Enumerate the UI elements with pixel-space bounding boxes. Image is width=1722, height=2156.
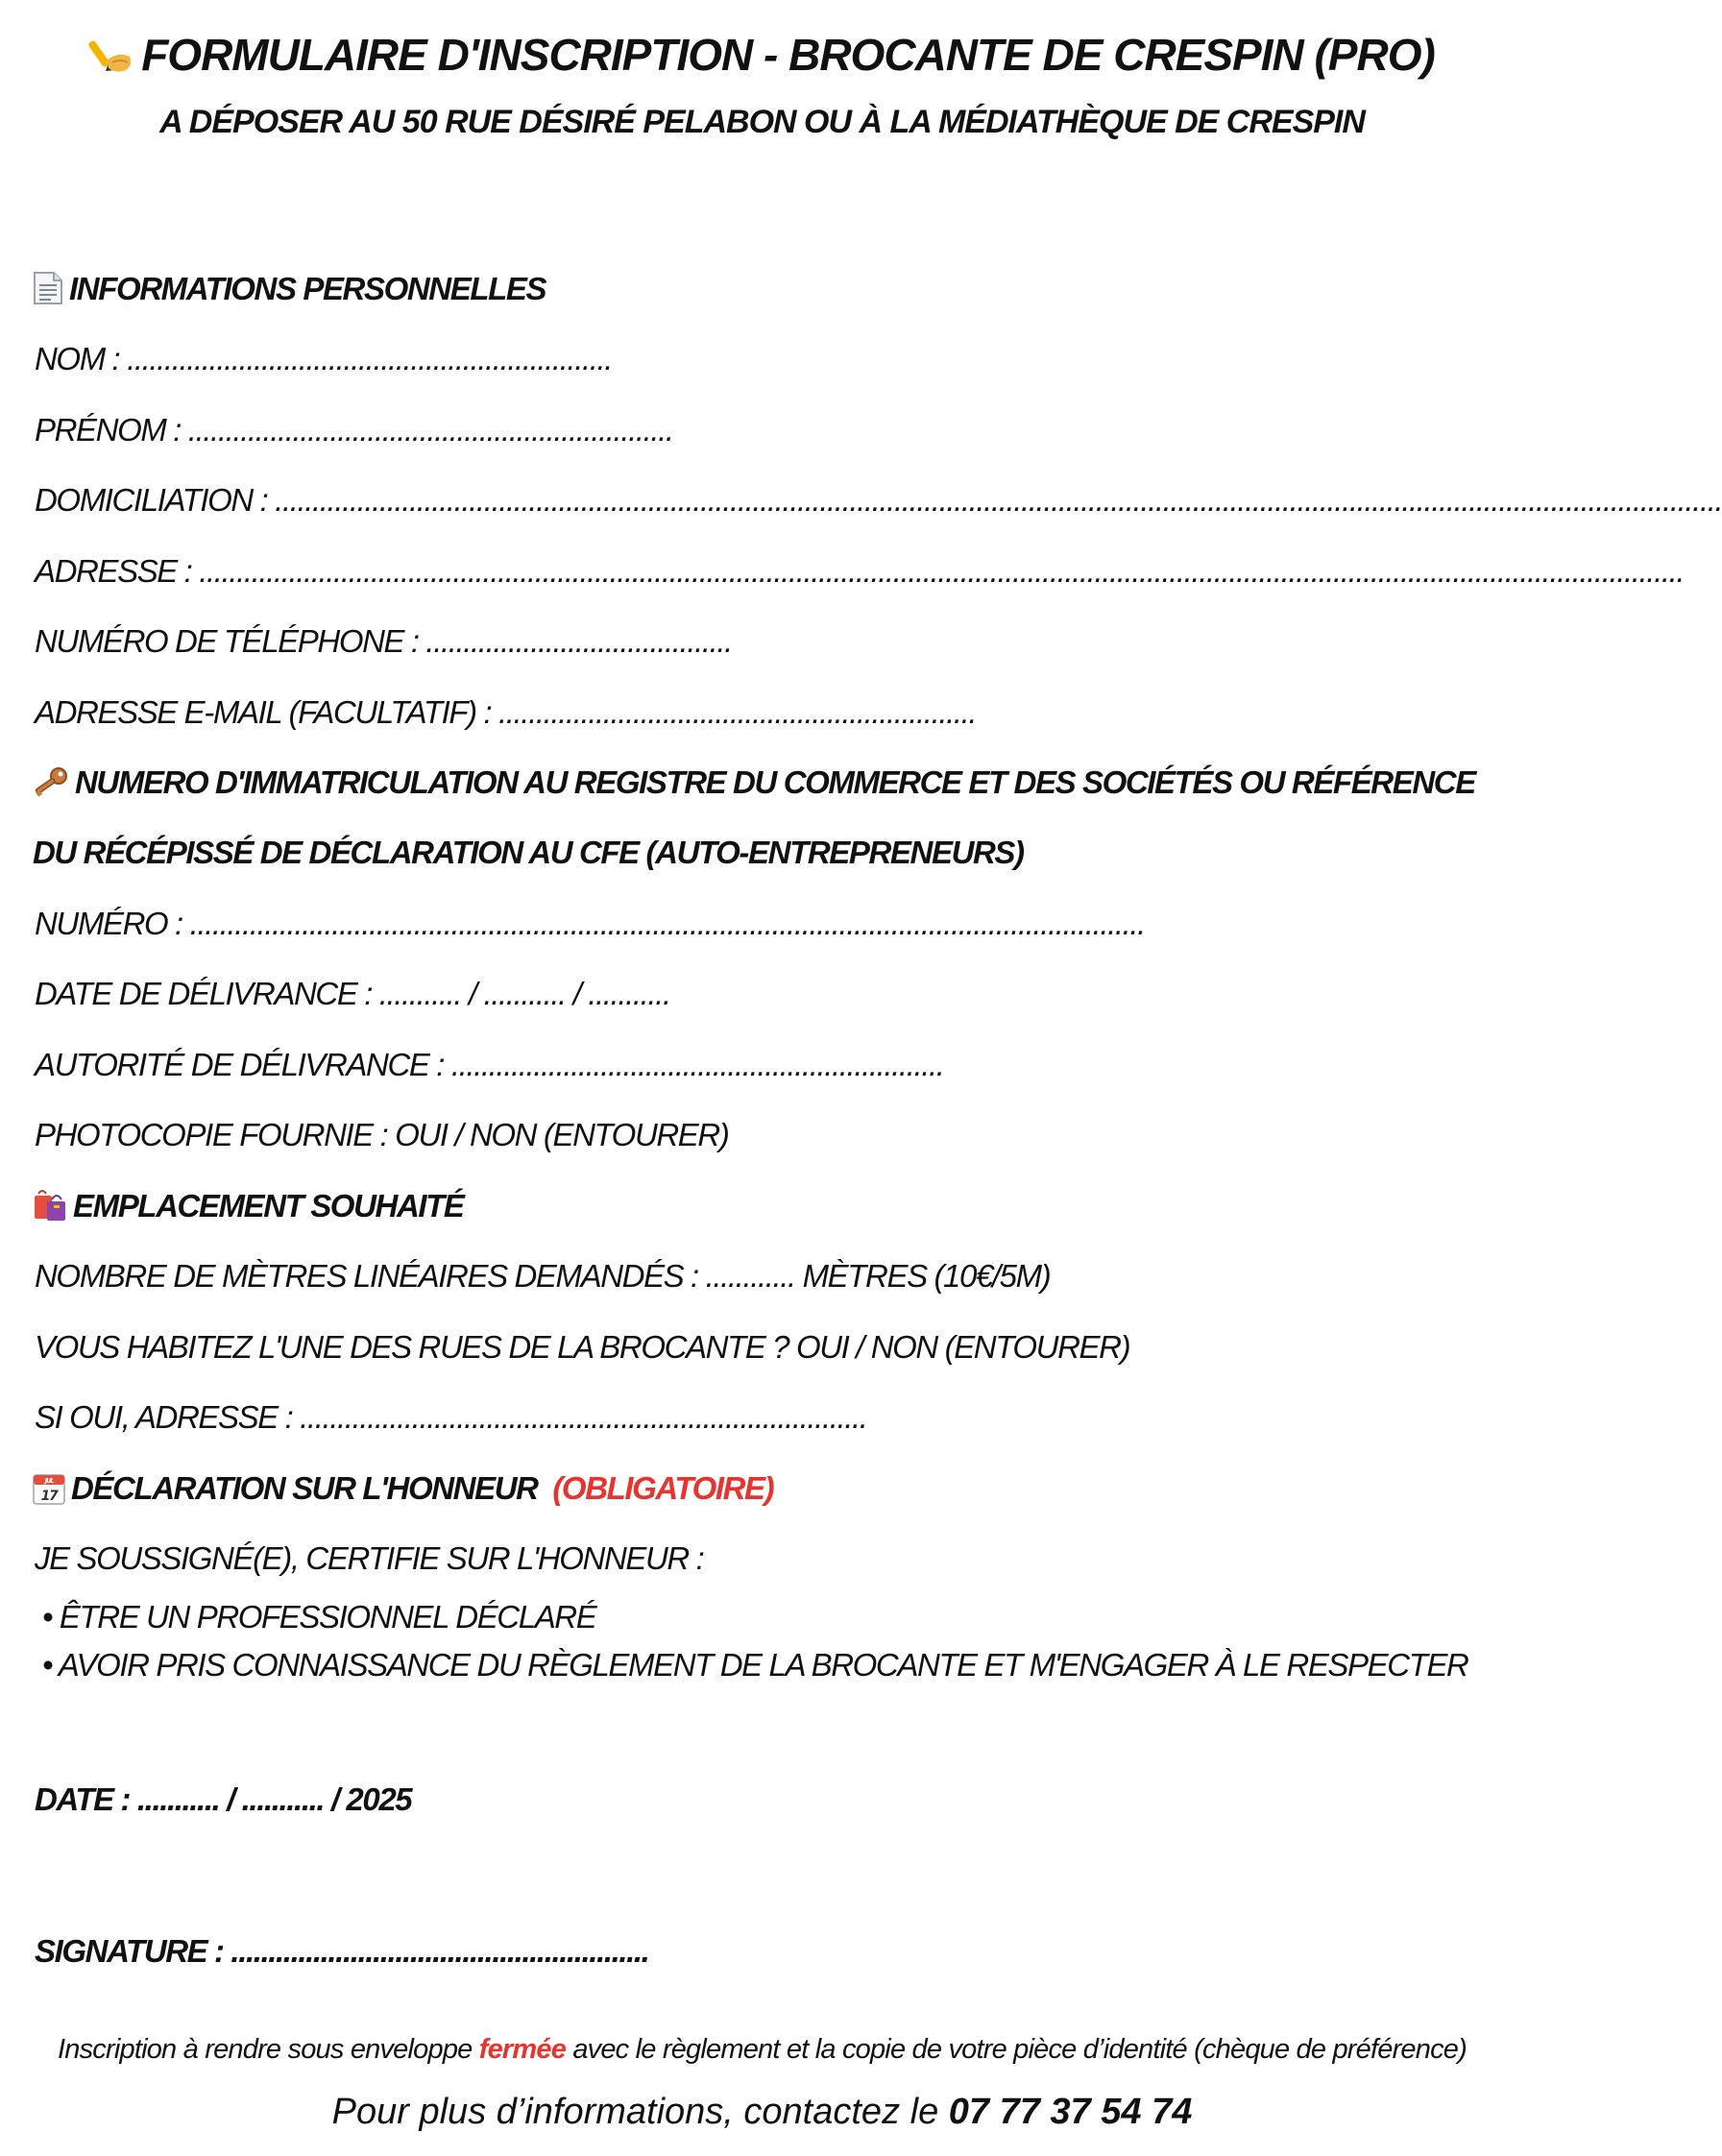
page-title bbox=[0, 29, 1524, 86]
section-personal-heading bbox=[33, 271, 546, 313]
footer-note bbox=[0, 2034, 1524, 2066]
field-autorite[interactable]: AUTORITÉ DE DÉLIVRANCE : .................................................................. bbox=[35, 1047, 944, 1082]
svg-text:17: 17 bbox=[40, 1489, 58, 1504]
field-numero[interactable]: NUMÉRO : ................................................................................................................................ bbox=[35, 906, 1145, 941]
field-habitez[interactable]: VOUS HABITEZ L'UNE DES RUES DE LA BROCANTE ? OUI / NON (ENTOURER) bbox=[35, 1329, 1130, 1365]
title-text: FORMULAIRE D'INSCRIPTION - BROCANTE DE CRESPIN (PRO) bbox=[141, 30, 1435, 80]
mandatory-label: (OBLIGATOIRE) bbox=[552, 1470, 774, 1506]
field-email[interactable]: ADRESSE E-MAIL (FACULTATIF) : ................................................................ bbox=[35, 694, 977, 730]
field-adresse[interactable]: ADRESSE : ....................................................................................................................................................................................................... bbox=[35, 553, 1685, 589]
footer-contact-phone[interactable]: 07 77 37 54 74 bbox=[948, 2092, 1193, 2132]
field-signature[interactable]: SIGNATURE : ........................................................ bbox=[35, 1933, 649, 1969]
field-date-delivrance[interactable]: DATE DE DÉLIVRANCE : ........... / ........... / ........... bbox=[35, 976, 670, 1011]
section-registration-heading bbox=[33, 764, 1475, 807]
section-declaration-heading bbox=[33, 1470, 773, 1513]
svg-text:JUL: JUL bbox=[44, 1477, 54, 1485]
field-photocopie[interactable]: PHOTOCOPIE FOURNIE : OUI / NON (ENTOURER) bbox=[35, 1117, 729, 1152]
page-subtitle: A DÉPOSER AU 50 RUE DÉSIRÉ PELABON OU À LA MÉDIATHÈQUE DE CRESPIN bbox=[159, 104, 1365, 140]
section-heading-text: DÉCLARATION SUR L'HONNEUR bbox=[71, 1470, 538, 1506]
declaration-bullet-2: • AVOIR PRIS CONNAISSANCE DU RÈGLEMENT DE LA BROCANTE ET M'ENGAGER À LE RESPECTER bbox=[42, 1647, 1468, 1683]
footer-contact bbox=[0, 2092, 1524, 2133]
field-nom[interactable]: NOM : ................................................................. bbox=[35, 341, 613, 376]
section-heading-text: INFORMATIONS PERSONNELLES bbox=[69, 271, 546, 306]
field-telephone[interactable]: NUMÉRO DE TÉLÉPHONE : ......................................... bbox=[35, 623, 732, 659]
footer-contact-text: Pour plus d’informations, contactez le bbox=[331, 2092, 949, 2132]
calendar-icon bbox=[33, 1472, 65, 1513]
document-icon bbox=[33, 271, 63, 313]
declaration-intro: JE SOUSSIGNÉ(E), CERTIFIE SUR L'HONNEUR : bbox=[35, 1540, 704, 1576]
field-date-signature[interactable]: DATE : ........... / ........... / 2025 bbox=[35, 1781, 412, 1817]
writing-hand-icon bbox=[89, 34, 135, 86]
key-icon bbox=[33, 766, 69, 807]
footer-note-after: avec le règlement et la copie de votre pièce d’identité (chèque de préférence) bbox=[566, 2034, 1467, 2065]
field-prenom[interactable]: PRÉNOM : ................................................................. bbox=[35, 412, 673, 448]
field-si-oui-adresse[interactable]: SI OUI, ADRESSE : ............................................................................ bbox=[35, 1399, 867, 1435]
section-heading-text: EMPLACEMENT SOUHAITÉ bbox=[73, 1188, 464, 1223]
footer-note-before: Inscription à rendre sous enveloppe bbox=[58, 2034, 479, 2065]
section-heading-text: NUMERO D'IMMATRICULATION AU REGISTRE DU COMMERCE ET DES SOCIÉTÉS OU RÉFÉRENCE bbox=[75, 764, 1475, 800]
field-metres[interactable]: NOMBRE DE MÈTRES LINÉAIRES DEMANDÉS : ............ MÈTRES (10€/5M) bbox=[35, 1258, 1051, 1294]
section-registration-heading-cont: DU RÉCÉPISSÉ DE DÉCLARATION AU CFE (AUTO-ENTREPRENEURS) bbox=[33, 835, 1024, 870]
section-location-heading bbox=[33, 1188, 464, 1230]
declaration-bullet-1: • ÊTRE UN PROFESSIONNEL DÉCLARÉ bbox=[42, 1599, 596, 1635]
shopping-bags-icon bbox=[33, 1188, 67, 1230]
footer-note-red: fermée bbox=[478, 2034, 567, 2065]
field-domiciliation[interactable]: DOMICILIATION : .................................................................................................................................................................................................. bbox=[35, 482, 1722, 518]
